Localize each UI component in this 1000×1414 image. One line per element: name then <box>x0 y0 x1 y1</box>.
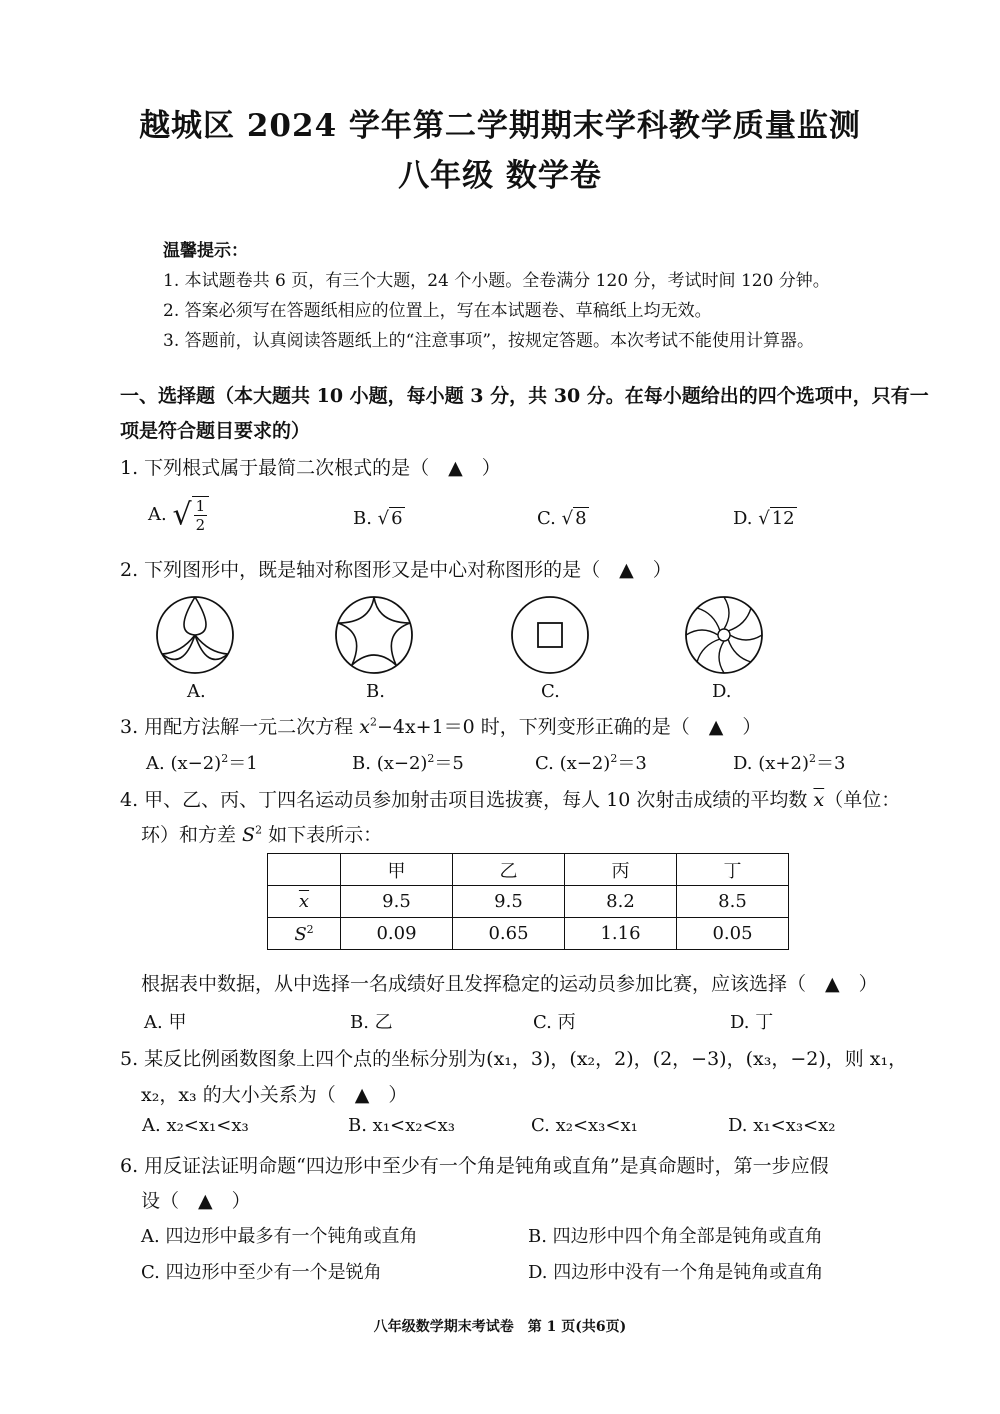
q1-option-b: B. √ 6 <box>353 508 403 529</box>
table-header-cell: 甲 <box>341 854 453 886</box>
tips-heading: 温馨提示： <box>163 241 248 261</box>
section-heading: 一、选择题（本大题共 10 小题，每小题 3 分，共 30 分。在每小题给出的四个选项中，只有一 <box>120 385 929 407</box>
q5-option-d: D. x₁<x₃<x₂ <box>728 1115 836 1136</box>
tip-item: 1. 本试题卷共 6 页，有三个大题，24 个小题。全卷满分 120 分，考试时间 120 分钟。 <box>163 271 830 291</box>
figure-c <box>508 593 592 677</box>
exam-subtitle: 八年级 数学卷 <box>398 158 602 194</box>
q3-option-b: B. $(x-2)^2=5$ <box>352 752 464 774</box>
q5-option-c: C. x₂<x₃<x₁ <box>531 1115 638 1136</box>
q4-option-c: C. 丙 <box>533 1012 576 1033</box>
table-cell: 1.16 <box>565 918 677 950</box>
table-header-cell <box>268 854 341 886</box>
q4-question: 根据表中数据，从中选择一名成绩好且发挥稳定的运动员参加比赛，应该选择（ ▲ ） <box>141 973 878 995</box>
q6-option-c: C. 四边形中至少有一个是锐角 <box>141 1262 382 1283</box>
table-cell: 9.5 <box>341 886 453 918</box>
q6-option-d: D. 四边形中没有一个角是钝角或直角 <box>528 1262 824 1283</box>
table-cell: 8.2 <box>565 886 677 918</box>
section-heading-cont: 项是符合题目要求的） <box>120 420 311 442</box>
q4-option-d: D. 丁 <box>730 1012 774 1033</box>
q3-option-d: D. $(x+2)^2=3$ <box>733 752 846 774</box>
figure-d-label: D. <box>712 681 732 702</box>
table-cell: 9.5 <box>453 886 565 918</box>
q6-option-a: A. 四边形中最多有一个钝角或直角 <box>141 1226 418 1247</box>
q2-stem: 2. 下列图形中，既是轴对称图形又是中心对称图形的是（ ▲ ） <box>120 559 672 581</box>
table-header-cell: 丙 <box>565 854 677 886</box>
figure-b <box>332 593 416 677</box>
exam-title: 越城区 2024 学年第二学期期末学科教学质量监测 <box>139 108 861 144</box>
q6-option-b: B. 四边形中四个角全部是钝角或直角 <box>528 1226 823 1247</box>
page-footer: 八年级数学期末考试卷 第 1 页(共6页) <box>373 1319 627 1335</box>
q6-stem-line1: 6. 用反证法证明命题“四边形中至少有一个角是钝角或直角”是真命题时，第一步应假 <box>120 1155 829 1177</box>
table-cell: 0.65 <box>453 918 565 950</box>
figure-a-label: A. <box>187 681 206 702</box>
q1-option-a: A. √ $\frac{1}{2}$ <box>148 496 209 534</box>
figure-d <box>682 593 766 677</box>
score-table <box>267 853 789 950</box>
table-header-cell: 丁 <box>677 854 789 886</box>
table-header-cell: 乙 <box>453 854 565 886</box>
q1-stem: 1. 下列根式属于最简二次根式的是（ ▲ ） <box>120 457 501 479</box>
row-label-variance: $S^2$ <box>268 918 341 950</box>
q5-option-b: B. x₁<x₂<x₃ <box>348 1115 455 1136</box>
table-header-row <box>268 854 789 886</box>
table-cell: 0.05 <box>677 918 789 950</box>
q4-stem-line1: 4. 甲、乙、丙、丁四名运动员参加射击项目选拔赛，每人 10 次射击成绩的平均数 $\overline{x}$（单位： <box>120 789 901 811</box>
figure-b-label: B. <box>366 681 385 702</box>
q1-option-c: C. √ 8 <box>537 508 587 529</box>
q6-stem-line2: 设（ ▲ ） <box>141 1190 251 1212</box>
table-cell: 0.09 <box>341 918 453 950</box>
tip-item: 3. 答题前，认真阅读答题纸上的“注意事项”，按规定答题。本次考试不能使用计算器。 <box>163 331 815 351</box>
table-cell: 8.5 <box>677 886 789 918</box>
figure-c-label: C. <box>541 681 560 702</box>
q1-option-d: D. √ 12 <box>733 508 795 529</box>
q5-stem-line1: 5. 某反比例函数图象上四个点的坐标分别为(x₁，3)，(x₂，2)，(2，−3)，(x₃，−2)，则 x₁， <box>120 1048 908 1070</box>
table-row <box>268 918 789 950</box>
q3-option-c: C. $(x-2)^2=3$ <box>535 752 647 774</box>
tip-item: 2. 答案必须写在答题纸相应的位置上，写在本试题卷、草稿纸上均无效。 <box>163 301 712 321</box>
q5-option-a: A. x₂<x₁<x₃ <box>142 1115 249 1136</box>
q4-option-b: B. 乙 <box>350 1012 393 1033</box>
q3-stem: 3. 用配方法解一元二次方程 $x^2-4x+1=0$ 时，下列变形正确的是（ ▲ ） <box>120 715 762 738</box>
figure-a <box>143 593 247 677</box>
q5-stem-line2: x₂，x₃ 的大小关系为（ ▲ ） <box>141 1084 408 1106</box>
q4-stem-line2: 环）和方差 $S^2$ 如下表所示： <box>141 823 383 846</box>
q4-option-a: A. 甲 <box>144 1012 187 1033</box>
table-row <box>268 886 789 918</box>
row-label-mean: $\overline{x}$ <box>268 886 341 918</box>
q3-option-a: A. $(x-2)^2=1$ <box>146 752 258 774</box>
